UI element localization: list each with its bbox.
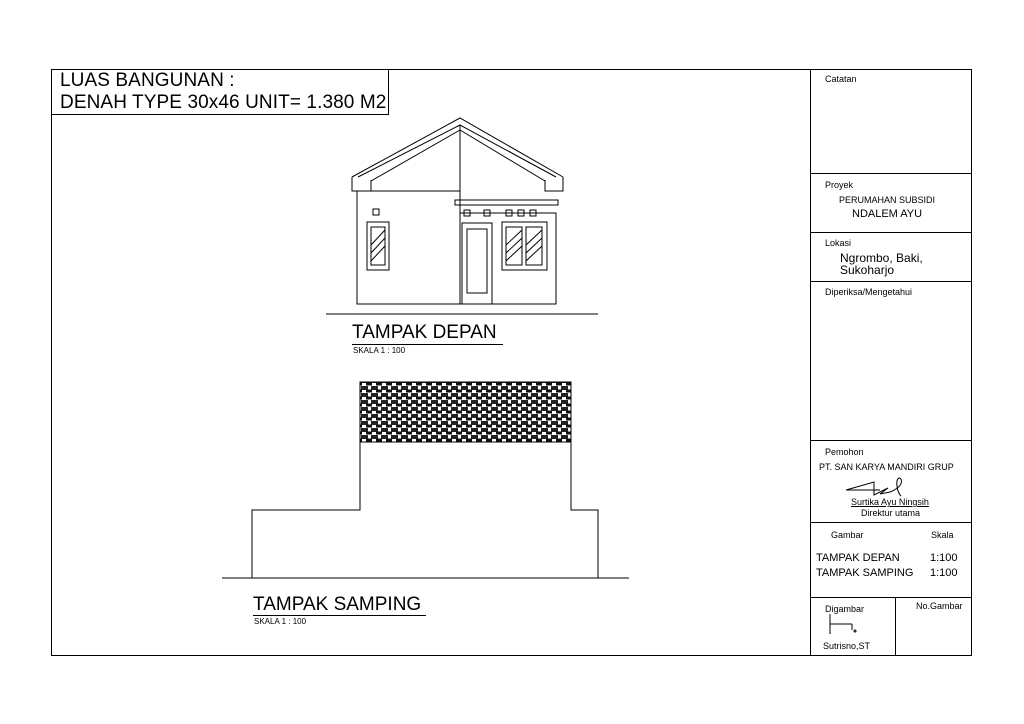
digambar-label: Digambar [825, 604, 865, 614]
front-left-wall [357, 191, 460, 304]
proyek-line-1: PERUMAHAN SUBSIDI [839, 195, 936, 205]
front-elevation [326, 118, 598, 314]
side-wall-left [252, 442, 360, 578]
diperiksa-label: Diperiksa/Mengetahui [825, 287, 913, 297]
side-elevation [222, 382, 629, 578]
skala-label: Skala [931, 530, 954, 540]
gambar-row-2-name: TAMPAK SAMPING [816, 567, 914, 579]
digambar-signature [830, 614, 856, 634]
title-line-2: DENAH TYPE 30x46 UNIT= 1.380 M2 [60, 92, 387, 113]
lokasi-line-2: Sukoharjo [840, 263, 895, 277]
nogambar-label: No.Gambar [916, 601, 963, 611]
proyek-label: Proyek [825, 180, 854, 190]
lokasi-label: Lokasi [825, 238, 852, 248]
front-view-scale: SKALA 1 : 100 [353, 346, 406, 355]
side-view-scale: SKALA 1 : 100 [254, 617, 307, 626]
front-roof-outer [352, 118, 563, 177]
side-view-title: TAMPAK SAMPING [253, 594, 422, 615]
gambar-label: Gambar [831, 530, 864, 540]
proyek-line-2: NDALEM AYU [852, 208, 923, 220]
pemohon-label: Pemohon [825, 447, 864, 457]
pemohon-signature [846, 478, 901, 496]
lokasi-line-1: Ngrombo, Baki, [840, 251, 923, 265]
gambar-row-1-name: TAMPAK DEPAN [816, 552, 900, 564]
gambar-row-2-scale: 1:100 [930, 567, 958, 579]
side-wall-right [571, 442, 598, 578]
front-canopy [455, 200, 558, 205]
front-right-window [502, 222, 547, 270]
digambar-name: Sutrisno,ST [823, 641, 871, 651]
pemohon-name: Surtika Ayu Ningsih [851, 497, 929, 507]
pemohon-title: Direktur utama [861, 508, 921, 518]
gambar-row-1-scale: 1:100 [930, 552, 958, 564]
title-line-1: LUAS BANGUNAN : [60, 70, 235, 91]
catatan-label: Catatan [825, 74, 857, 84]
pemohon-company: PT. SAN KARYA MANDIRI GRUP [819, 462, 954, 472]
front-view-title: TAMPAK DEPAN [352, 322, 497, 343]
